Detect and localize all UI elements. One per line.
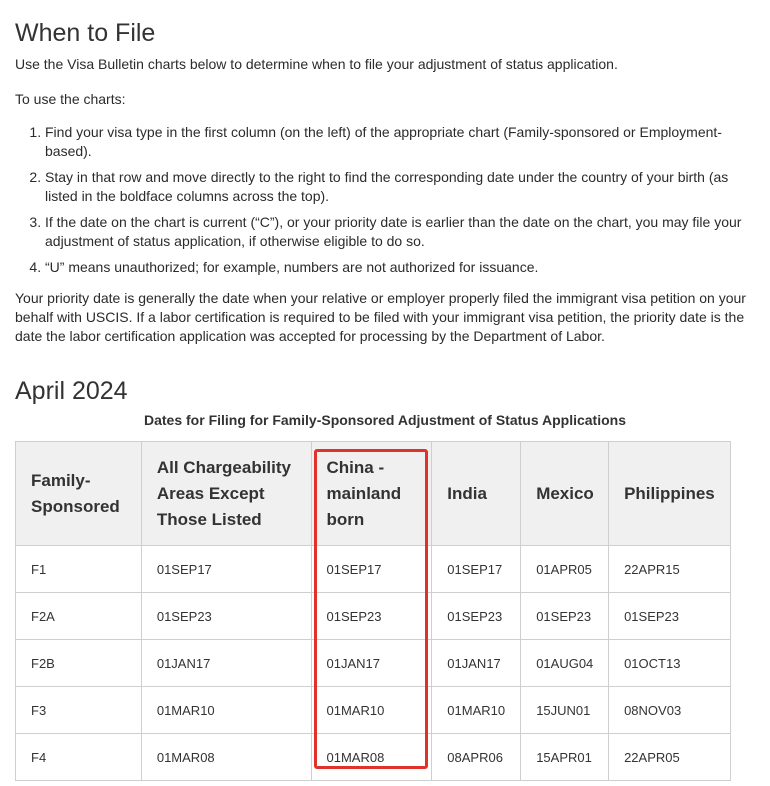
table-cell: F2B <box>16 640 142 687</box>
table-header-row <box>16 442 731 546</box>
table-cell: F4 <box>16 734 142 781</box>
table-cell: 15JUN01 <box>521 687 609 734</box>
table-cell: 01MAR10 <box>311 687 432 734</box>
column-header-mexico: Mexico <box>521 442 609 546</box>
table-cell: 01SEP17 <box>311 546 432 593</box>
table-cell: 01MAR08 <box>141 734 311 781</box>
table-cell: 01JAN17 <box>311 640 432 687</box>
table-cell: F3 <box>16 687 142 734</box>
table-cell: 01OCT13 <box>609 640 731 687</box>
month-title: April 2024 <box>15 377 128 405</box>
step-item: 4. “U” means unauthorized; for example, numbers are not authorized for issuance. <box>45 258 755 277</box>
table-row <box>16 546 731 593</box>
page-title: When to File <box>15 19 156 47</box>
table-row <box>16 593 731 640</box>
table-cell: 22APR15 <box>609 546 731 593</box>
intro-text: Use the Visa Bulletin charts below to determine when to file your adjustment of status application. <box>15 56 618 72</box>
table-row <box>16 687 731 734</box>
table-caption: Dates for Filing for Family-Sponsored Adjustment of Status Applications <box>144 412 626 428</box>
table-cell: 01APR05 <box>521 546 609 593</box>
content <box>15 0 755 429</box>
steps-list <box>15 123 755 277</box>
step-item: 3. If the date on the chart is current (“C”), or your priority date is earlier than the date on the chart, you may file your adjustment of status application, if otherwise eligible to do so. <box>45 213 755 251</box>
table-cell: 01MAR10 <box>432 687 521 734</box>
table-cell: 22APR05 <box>609 734 731 781</box>
table-cell: F2A <box>16 593 142 640</box>
step-item: 2. Stay in that row and move directly to the right to find the corresponding date under the country of your birth (as listed in the boldface columns across the top). <box>45 168 755 206</box>
visa-bulletin-table <box>15 441 731 781</box>
table-cell: 01SEP17 <box>432 546 521 593</box>
column-header-china: China - mainland born <box>311 442 432 546</box>
table-cell: F1 <box>16 546 142 593</box>
table-cell: 01JAN17 <box>432 640 521 687</box>
table-cell: 08NOV03 <box>609 687 731 734</box>
column-header-india: India <box>432 442 521 546</box>
table-cell: 01MAR10 <box>141 687 311 734</box>
table-cell: 01JAN17 <box>141 640 311 687</box>
table-cell: 15APR01 <box>521 734 609 781</box>
table-cell: 01MAR08 <box>311 734 432 781</box>
column-header-family-sponsored: Family-Sponsored <box>16 442 142 546</box>
column-header-philippines: Philippines <box>609 442 731 546</box>
table-cell: 01SEP23 <box>311 593 432 640</box>
table-cell: 01SEP23 <box>521 593 609 640</box>
table-cell: 01AUG04 <box>521 640 609 687</box>
column-header-all-chargeability: All Chargeability Areas Except Those Listed <box>141 442 311 546</box>
table-cell: 01SEP17 <box>141 546 311 593</box>
table-cell: 01SEP23 <box>609 593 731 640</box>
table-row <box>16 640 731 687</box>
table-cell: 01SEP23 <box>432 593 521 640</box>
to-use-label: To use the charts: <box>15 91 126 107</box>
table-cell: 08APR06 <box>432 734 521 781</box>
priority-date-note: Your priority date is generally the date when your relative or employer properly filed the immigrant visa petition on your behalf with USCIS. If a labor certification is required to be filed with your immigrant visa petition, the priority date is the date the labor certification application was accepted for processing by the Department of Labor. <box>15 290 746 344</box>
step-item: 1. Find your visa type in the first column (on the left) of the appropriate chart (Family-sponsored or Employment-based). <box>45 123 755 161</box>
table-cell: 01SEP23 <box>141 593 311 640</box>
table-row <box>16 734 731 781</box>
